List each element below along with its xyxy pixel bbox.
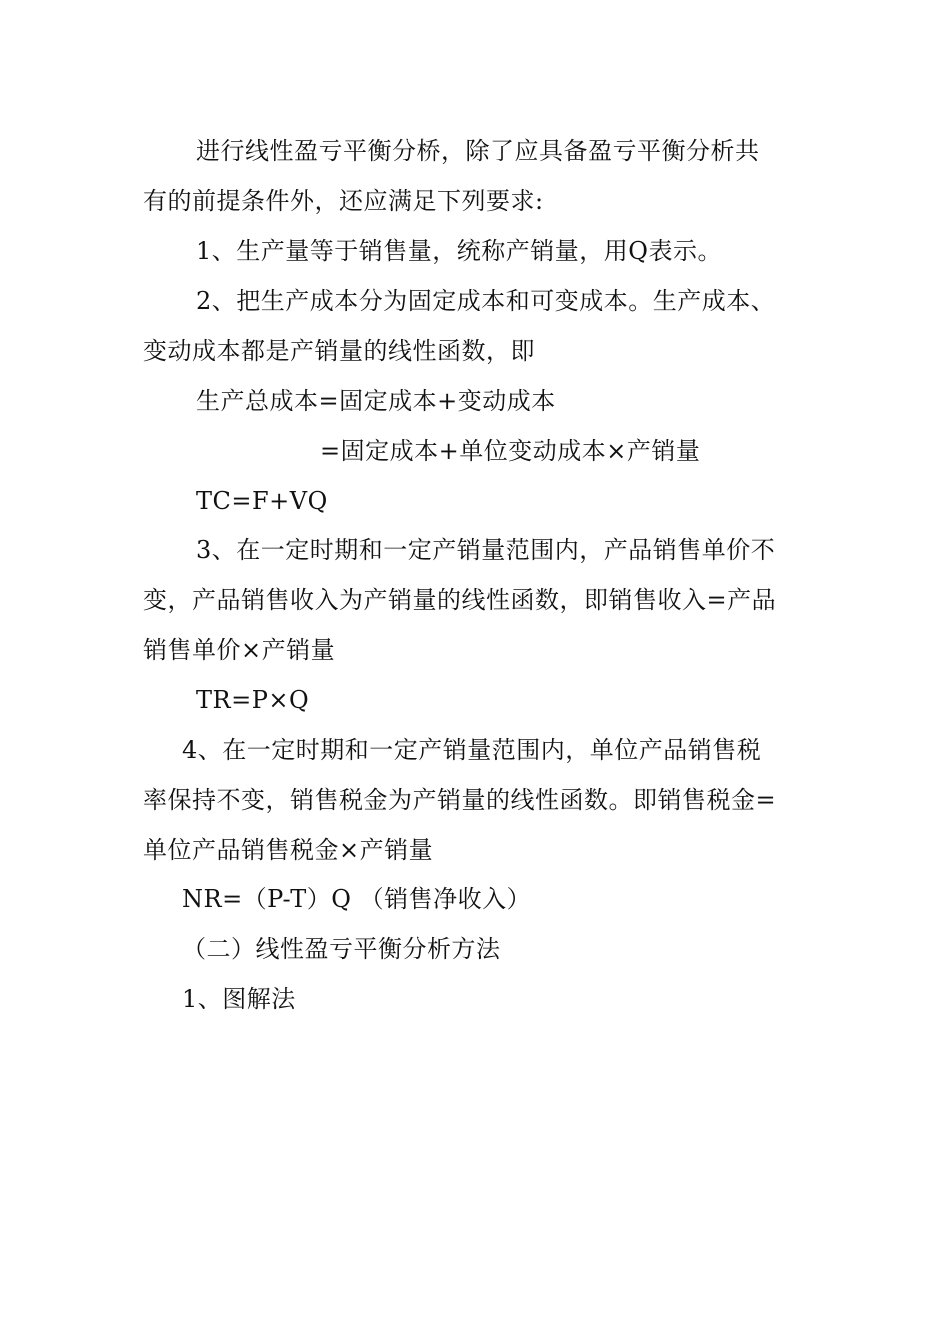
section-heading-linear-breakeven-methods: （二）线性盈亏平衡分析方法 <box>182 935 501 963</box>
formula-nr: NR=（P-T）Q （销售净收入） <box>182 885 532 913</box>
total-cost-expansion: =固定成本+单位变动成本×产销量 <box>320 437 701 465</box>
paragraph-intro-line-2: 有的前提条件外，还应满足下列要求: <box>143 187 544 215</box>
requirement-3-line-1: 3、在一定时期和一定产销量范围内，产品销售单价不 <box>196 536 776 564</box>
total-cost-definition: 生产总成本=固定成本+变动成本 <box>196 387 556 415</box>
requirement-4-line-2: 率保持不变，销售税金为产销量的线性函数。即销售税金= <box>143 786 777 814</box>
paragraph-intro-line-1: 进行线性盈亏平衡分桥，除了应具备盈亏平衡分析共 <box>196 137 760 165</box>
requirement-4-line-3: 单位产品销售税金×产销量 <box>143 836 434 864</box>
requirement-4-line-1: 4、在一定时期和一定产销量范围内，单位产品销售税 <box>182 736 762 764</box>
requirement-2-line-2: 变动成本都是产销量的线性函数，即 <box>143 337 535 365</box>
requirement-2-line-1: 2、把生产成本分为固定成本和可变成本。生产成本、 <box>196 287 776 315</box>
requirement-3-line-2: 变，产品销售收入为产销量的线性函数，即销售收入=产品 <box>143 586 777 614</box>
requirement-1: 1、生产量等于销售量，统称产销量，用Q表示。 <box>196 237 722 265</box>
requirement-3-line-3: 销售单价×产销量 <box>143 636 336 664</box>
formula-tr: TR=P×Q <box>196 686 310 714</box>
subsection-graphical-method: 1、图解法 <box>182 985 296 1013</box>
formula-tc: TC=F+VQ <box>196 487 328 515</box>
